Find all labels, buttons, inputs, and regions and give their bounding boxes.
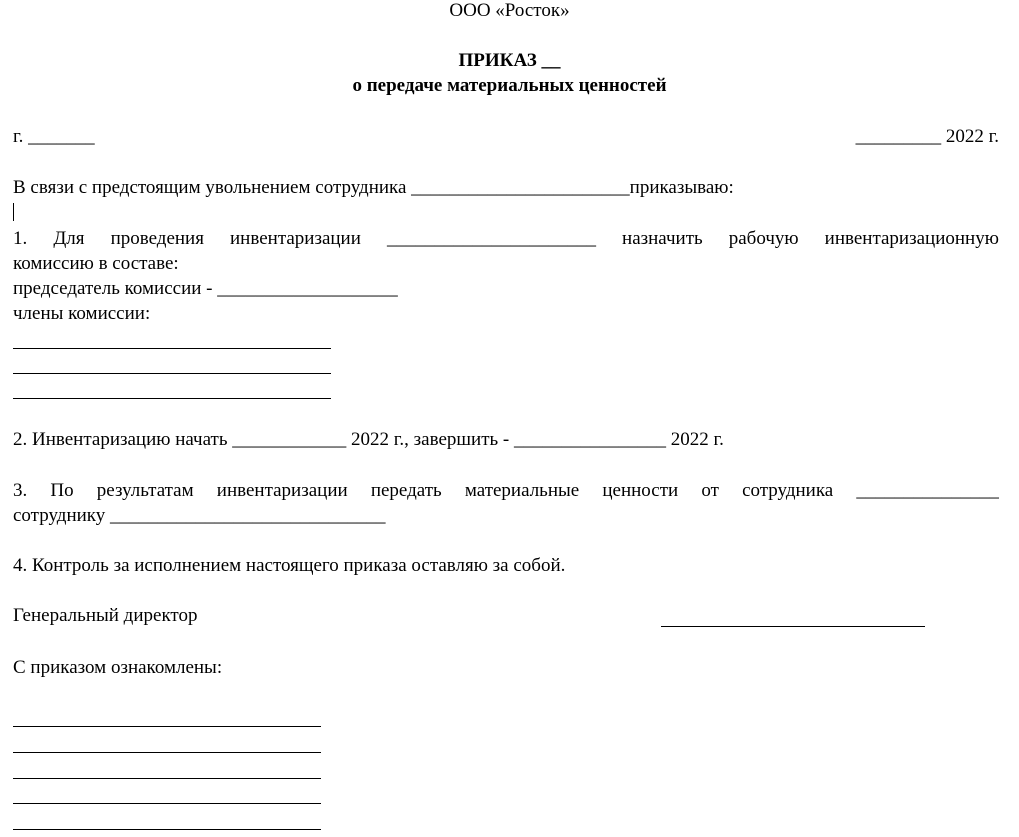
intro-paragraph: В связи с предстоящим увольнением сотрудника _______________________приказываю: [13, 177, 734, 198]
text-cursor [13, 203, 14, 221]
acknowledgement-signature-line [13, 778, 321, 779]
member-signature-line [13, 398, 331, 399]
item-3-word: По [50, 480, 74, 501]
chairman-line: председатель комиссии - ___________________ [13, 278, 398, 299]
item-1-line-2: комиссию в составе: [13, 253, 179, 274]
item-1-word: Для [53, 228, 85, 249]
item-1-word: инвентаризации [230, 228, 361, 249]
member-signature-line [13, 348, 331, 349]
item-3-word: 3. [13, 480, 28, 501]
company-name: ООО «Росток» [449, 0, 570, 21]
director-signature-line [661, 626, 925, 627]
acknowledgement-signature-line [13, 803, 321, 804]
city-field: г. _______ [13, 126, 95, 147]
item-3-word: _______________ [856, 480, 999, 501]
item-3-word: результатам [96, 480, 194, 501]
order-title: ПРИКАЗ __ [458, 50, 561, 71]
item-1-word: назначить [622, 228, 703, 249]
item-1-line-1 [13, 228, 999, 250]
acknowledgement-signature-line [13, 752, 321, 753]
acknowledgement-signature-line [13, 726, 321, 727]
item-4-paragraph: 4. Контроль за исполнением настоящего приказа оставляю за собой. [13, 555, 566, 576]
item-3-word: передать [370, 480, 442, 501]
item-3-line-1 [13, 480, 999, 502]
director-title: Генеральный директор [13, 605, 198, 626]
member-signature-line [13, 373, 331, 374]
acknowledged-label: С приказом ознакомлены: [13, 657, 223, 678]
item-3-word: от [701, 480, 719, 501]
order-subtitle: о передаче материальных ценностей [352, 75, 667, 96]
item-3-word: материальные [464, 480, 580, 501]
item-1-word: рабочую [728, 228, 799, 249]
item-3-line-2: сотруднику _____________________________ [13, 505, 386, 526]
acknowledgement-signature-line [13, 829, 321, 830]
item-2-paragraph: 2. Инвентаризацию начать ____________ 2022 г., завершить - ________________ 2022 г. [13, 429, 724, 450]
item-1-word: инвентаризационную [824, 228, 999, 249]
members-label: члены комиссии: [13, 303, 151, 324]
item-3-word: инвентаризации [216, 480, 348, 501]
item-1-word: проведения [110, 228, 204, 249]
date-field: _________ 2022 г. [855, 126, 999, 147]
item-3-word: ценности [602, 480, 679, 501]
item-1-word: ______________________ [386, 228, 596, 249]
item-3-word: сотрудника [742, 480, 834, 501]
item-1-word: 1. [13, 228, 28, 249]
